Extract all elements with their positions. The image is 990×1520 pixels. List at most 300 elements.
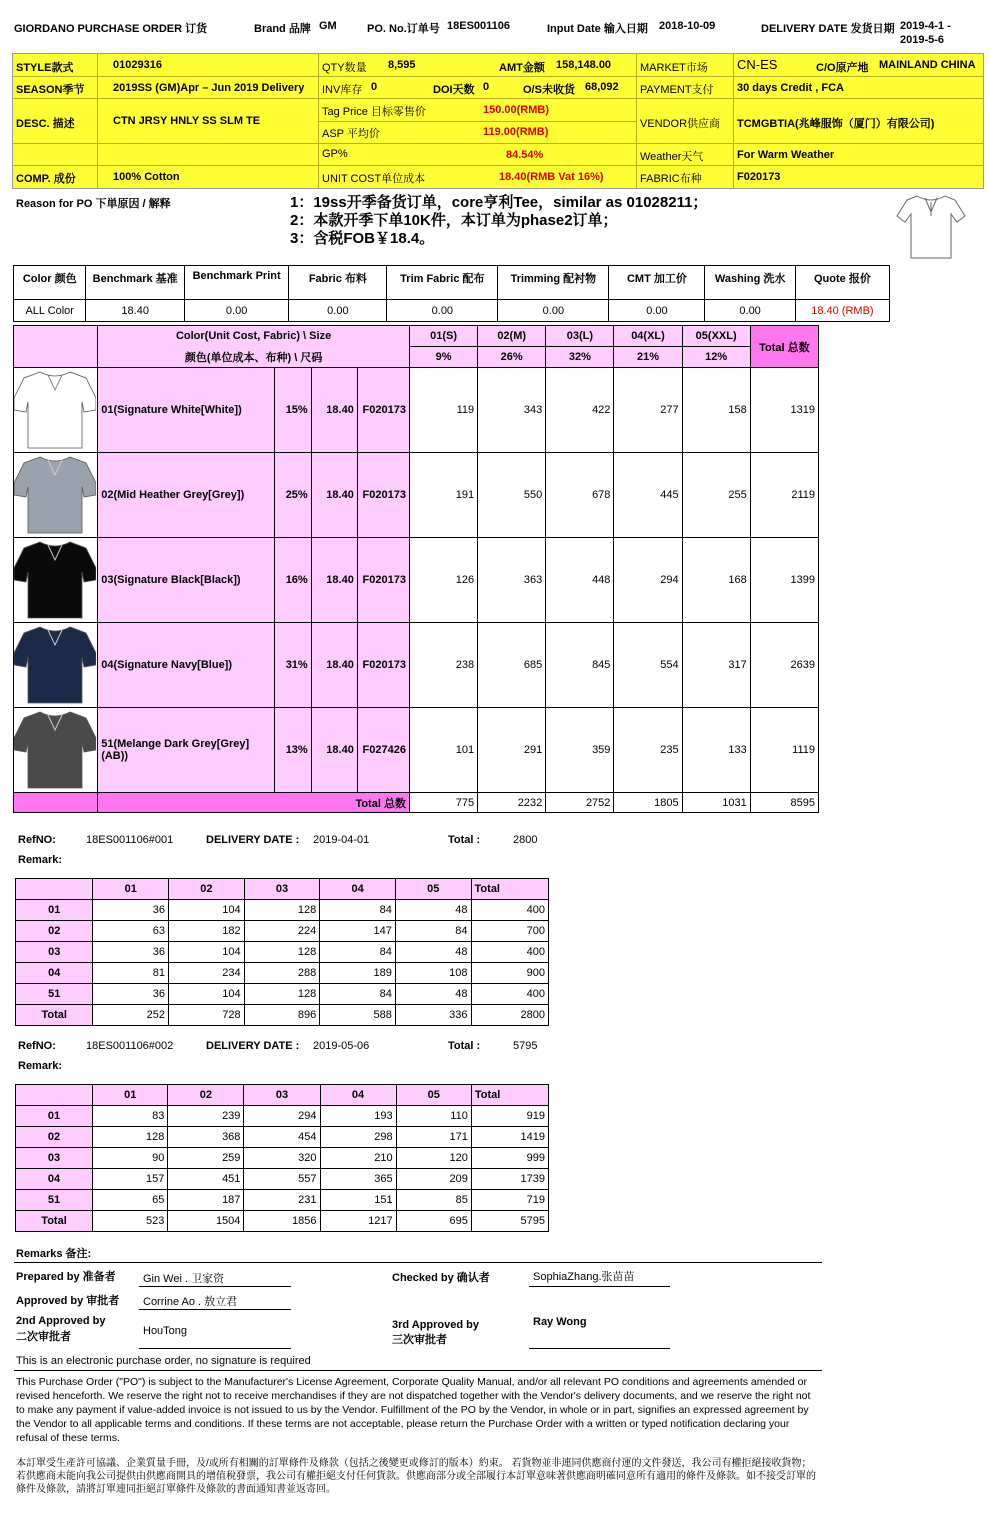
ref-cell: 48 xyxy=(395,942,471,963)
cost-cell: 0.00 xyxy=(289,300,387,322)
ref-row xyxy=(16,1211,549,1232)
ref-cell: 182 xyxy=(169,921,245,942)
amt-value: 158,148.00 xyxy=(556,59,612,71)
ref-remark-label: Remark: xyxy=(18,1060,63,1072)
co-value: MAINLAND CHINA xyxy=(879,59,976,71)
market-label: MARKET市场 xyxy=(640,62,708,74)
ref-cell: 104 xyxy=(169,942,245,963)
electronic-note: This is an electronic purchase order, no signature is required xyxy=(16,1355,311,1367)
tshirt-swatch-icon xyxy=(14,538,96,619)
ref-remark-label: Remark: xyxy=(18,854,63,866)
cost-cell: 0.00 xyxy=(498,300,609,322)
ref-cell: 84 xyxy=(320,984,396,1005)
approved-value: Corrine Ao . 敖立君 xyxy=(143,1296,238,1308)
remarks-label: Remarks 备注: xyxy=(16,1248,92,1260)
brand-value: GM xyxy=(319,20,337,32)
fabric-value: F020173 xyxy=(737,171,781,183)
ref-row-label: 01 xyxy=(16,900,93,921)
size-col-header: 02(M) xyxy=(478,326,546,347)
size-qty-cell: 101 xyxy=(409,708,477,793)
size-row-color: 51(Melange Dark Grey[Grey] (AB)) xyxy=(98,708,274,793)
size-row-pct: 13% xyxy=(274,708,311,793)
po-label: PO. No.订单号 xyxy=(367,23,440,35)
cost-cell: ALL Color xyxy=(14,300,86,322)
ref-row xyxy=(16,984,549,1005)
size-qty-cell: 554 xyxy=(614,623,682,708)
ref-header-cell xyxy=(16,879,93,900)
ref-number: 18ES001106#002 xyxy=(86,1040,174,1052)
ref-cell: 84 xyxy=(395,921,471,942)
ref-row xyxy=(16,1106,549,1127)
size-row-color: 03(Signature Black[Black]) xyxy=(98,538,274,623)
ref-total-label: Total : xyxy=(448,834,481,846)
size-header-title-zh: 颜色(单位成本、布种) \ 尺码 xyxy=(98,347,410,368)
size-row-fabric: F020173 xyxy=(357,538,409,623)
ref-cell: 259 xyxy=(168,1148,244,1169)
ref-cell: 1739 xyxy=(471,1169,548,1190)
garment-sketch-icon xyxy=(893,190,969,262)
market-value: CN-ES xyxy=(737,57,778,72)
ref-cell: 147 xyxy=(320,921,396,942)
ref-cell: 157 xyxy=(93,1169,168,1190)
size-row-total: 1119 xyxy=(750,708,818,793)
reason-text xyxy=(290,194,707,248)
size-row-pct: 25% xyxy=(274,453,311,538)
size-qty-cell: 445 xyxy=(614,453,682,538)
size-qty-cell: 235 xyxy=(614,708,682,793)
ref-row-label: 51 xyxy=(16,984,93,1005)
size-qty-cell: 255 xyxy=(682,453,750,538)
ref-cell: 209 xyxy=(396,1169,471,1190)
gp-label: GP% xyxy=(322,148,348,160)
size-qty-cell: 685 xyxy=(478,623,546,708)
ref-cell: 919 xyxy=(471,1106,548,1127)
ref-cell: 189 xyxy=(320,963,396,984)
ref-cell: 36 xyxy=(93,942,169,963)
swatch-cell xyxy=(14,708,98,793)
ref-cell: 588 xyxy=(320,1005,396,1026)
fabric-label: FABRIC布种 xyxy=(640,173,702,185)
size-grand-cell: 1031 xyxy=(682,793,750,813)
season-value: 2019SS (GM)Apr – Jun 2019 Delivery xyxy=(113,82,305,94)
ref-cell: 84 xyxy=(320,942,396,963)
ref-cell: 700 xyxy=(471,921,548,942)
size-row-cost: 18.40 xyxy=(311,368,357,453)
size-col-header: 05(XXL) xyxy=(682,326,750,347)
ref-cell: 187 xyxy=(168,1190,244,1211)
weather-value: For Warm Weather xyxy=(737,149,835,161)
doi-value: 0 xyxy=(483,81,490,93)
ref-cell: 400 xyxy=(471,942,548,963)
size-qty-cell: 168 xyxy=(682,538,750,623)
ref-cell: 728 xyxy=(169,1005,245,1026)
tshirt-swatch-icon xyxy=(14,453,96,534)
reason-line-3: 3：含税FOB￥18.4。 xyxy=(290,230,435,247)
ref-cell: 36 xyxy=(93,984,169,1005)
os-value: 68,092 xyxy=(585,81,619,93)
style-label: STYLE款式 xyxy=(16,62,74,74)
size-header-row xyxy=(14,326,819,347)
ref-block-1 xyxy=(14,832,554,1037)
ref-cell: 523 xyxy=(93,1211,168,1232)
ref-cell: 128 xyxy=(93,1127,168,1148)
ref-cell: 400 xyxy=(471,984,548,1005)
ref-total: 5795 xyxy=(513,1040,538,1052)
ref-cell: 48 xyxy=(395,984,471,1005)
ref-cell: 193 xyxy=(320,1106,396,1127)
ref-cell: 128 xyxy=(244,942,320,963)
reason-line-1: 1：19ss开季备货订单，core亨利Tee，similar as 01028211； xyxy=(290,194,708,211)
ref-cell: 320 xyxy=(244,1148,320,1169)
size-row-total: 2639 xyxy=(750,623,818,708)
ref-header-cell: 05 xyxy=(396,1085,471,1106)
ref-cell: 454 xyxy=(244,1127,320,1148)
input-date: 2018-10-09 xyxy=(659,20,716,32)
weather-label: Weather天气 xyxy=(640,151,704,163)
swatch-cell xyxy=(14,453,98,538)
ref-row xyxy=(16,1190,549,1211)
size-qty-cell: 191 xyxy=(409,453,477,538)
prepared-value: Gin Wei . 卫家资 xyxy=(143,1273,225,1285)
ref-cell: 2800 xyxy=(471,1005,548,1026)
ref-row-label: 51 xyxy=(16,1190,93,1211)
ref-cell: 128 xyxy=(244,900,320,921)
ref-cell: 695 xyxy=(396,1211,471,1232)
terms-english: This Purchase Order ("PO") is subject to the Manufacturer's License Agreement, Corporate Quality Manual, and/or all relevant PO conditions and agreements amended or revised henceforth. We reserve the right not to receive merchandises if they are not dispatched together with the Vendor's delivery documents, and we reserve the right not to make any payment if value-added invoice is not issued to us by the Vendor. Fulfillment of the PO by the Vendor, in whole or in part, signifies an expressed agreement by the Vendor to all applicable terms and conditions. If these terms are not acceptable, please return the Purchase Order with a written or typed notification declaring your refusal of these terms. xyxy=(16,1376,811,1444)
vendor-label: VENDOR供应商 xyxy=(640,118,721,130)
comp-value: 100% Cotton xyxy=(113,171,180,183)
ref-header-cell: 03 xyxy=(244,879,320,900)
delivery-date-label: DELIVERY DATE 发货日期 xyxy=(761,23,895,35)
size-grand-cell: 2232 xyxy=(478,793,546,813)
inv-label: INV库存 xyxy=(322,84,363,96)
size-header-title-en: Color(Unit Cost, Fabric) \ Size xyxy=(98,326,410,347)
ref-header-cell: 04 xyxy=(320,1085,396,1106)
swatch-cell xyxy=(14,538,98,623)
ref-row xyxy=(16,942,549,963)
amt-label: AMT金额 xyxy=(499,62,545,74)
size-qty-cell: 126 xyxy=(409,538,477,623)
size-col-header: 03(L) xyxy=(546,326,614,347)
size-pct: 9% xyxy=(409,347,477,368)
ref-cell: 36 xyxy=(93,900,169,921)
ref-header-cell: 01 xyxy=(93,879,169,900)
size-qty-cell: 291 xyxy=(478,708,546,793)
ref-cell: 5795 xyxy=(471,1211,548,1232)
input-date-label: Input Date 输入日期 xyxy=(547,23,648,35)
ref-cell: 1504 xyxy=(168,1211,244,1232)
ref-row xyxy=(16,900,549,921)
ref-cell: 900 xyxy=(471,963,548,984)
doi-label: DOI天数 xyxy=(433,84,475,96)
size-qty-cell: 550 xyxy=(478,453,546,538)
size-pct-row xyxy=(14,347,819,368)
size-qty-cell: 158 xyxy=(682,368,750,453)
size-row-color: 01(Signature White[White]) xyxy=(98,368,274,453)
ref-cell: 224 xyxy=(244,921,320,942)
size-row-cost: 18.40 xyxy=(311,708,357,793)
terms-chinese: 本訂單受生產許可協議、企業質量手冊，及/或所有相關的訂單條件及條款（包括之後變更或修訂的版本）約束。 若貨物並非連同供應商付運的文件發送，我公司有權拒絕接收貨物；若供應商未能向我公司提供由供應商開具的增值稅發票，我公司有權拒絕支付任何貨款。供應商部分或全部履行本訂單意味著供應商明確同意所有適用的條件及條款。如不接受訂單的條件及條款，請將訂單連同拒絕訂單條件及條款的書面通知書並返寄回。 xyxy=(16,1458,816,1495)
comp-label: COMP. 成份 xyxy=(16,173,76,185)
third-approved-label-en: 3rd Approved by xyxy=(392,1319,479,1331)
size-row-color: 02(Mid Heather Grey[Grey]) xyxy=(98,453,274,538)
size-col-header: 04(XL) xyxy=(614,326,682,347)
size-grand-cell: 1805 xyxy=(614,793,682,813)
gp-value: 84.54% xyxy=(506,149,544,161)
ref-header-cell: 03 xyxy=(244,1085,320,1106)
ref-header-cell: 01 xyxy=(93,1085,168,1106)
size-grand-total: 8595 xyxy=(750,793,818,813)
cost-header-trimming: Trimming 配衬物 xyxy=(498,266,609,300)
size-grand-total-label: Total 总数 xyxy=(98,793,410,813)
ref-cell: 1856 xyxy=(244,1211,320,1232)
cost-header-row xyxy=(14,266,890,300)
size-grand-total-row xyxy=(14,793,819,813)
ref-header-cell: Total xyxy=(471,1085,548,1106)
size-row-cost: 18.40 xyxy=(311,538,357,623)
os-label: O/S未收货 xyxy=(523,84,575,96)
ref-cell: 83 xyxy=(93,1106,168,1127)
size-qty-cell: 133 xyxy=(682,708,750,793)
ref-row-label: 02 xyxy=(16,921,93,942)
approved-label: Approved by 审批者 xyxy=(16,1295,120,1307)
desc-label: DESC. 描述 xyxy=(16,118,75,130)
cost-header-cmt: CMT 加工价 xyxy=(609,266,705,300)
size-qty-cell: 294 xyxy=(614,538,682,623)
third-approved-value: Ray Wong xyxy=(533,1316,587,1328)
ref-cell: 896 xyxy=(244,1005,320,1026)
reason-line-2: 2：本款开季下单10K件，本订单为phase2订单； xyxy=(290,212,618,229)
prepared-label: Prepared by 准备者 xyxy=(16,1271,116,1283)
style-value: 01029316 xyxy=(113,59,162,71)
ref-number: 18ES001106#001 xyxy=(86,834,174,846)
payment-value: 30 days Credit , FCA xyxy=(737,82,844,94)
cost-header-benchmark: Benchmark 基准 xyxy=(86,266,185,300)
swatch-cell xyxy=(14,623,98,708)
ref-cell: 104 xyxy=(169,900,245,921)
ref-block-2 xyxy=(14,1038,554,1243)
size-row-total: 2119 xyxy=(750,453,818,538)
ref-cell: 451 xyxy=(168,1169,244,1190)
size-row-cost: 18.40 xyxy=(311,453,357,538)
size-qty-cell: 317 xyxy=(682,623,750,708)
ref-cell: 231 xyxy=(244,1190,320,1211)
size-qty-cell: 277 xyxy=(614,368,682,453)
unit-cost-label: UNIT COST单位成本 xyxy=(322,173,426,185)
size-row-total: 1399 xyxy=(750,538,818,623)
ref-header-cell xyxy=(16,1085,93,1106)
ref-row-label: 04 xyxy=(16,1169,93,1190)
ref-row xyxy=(16,1005,549,1026)
ref-cell: 239 xyxy=(168,1106,244,1127)
ref-total: 2800 xyxy=(513,834,538,846)
ref-row-label: 03 xyxy=(16,1148,93,1169)
size-row xyxy=(14,708,819,793)
season-label: SEASON季节 xyxy=(16,84,85,96)
ref-row-label: Total xyxy=(16,1211,93,1232)
ref-row xyxy=(16,1127,549,1148)
ref-cell: 288 xyxy=(244,963,320,984)
reason-label: Reason for PO 下単原因 / 解释 xyxy=(16,198,171,210)
ref-cell: 63 xyxy=(93,921,169,942)
size-row xyxy=(14,623,819,708)
ref-cell: 365 xyxy=(320,1169,396,1190)
size-pct: 21% xyxy=(614,347,682,368)
cost-cell: 0.00 xyxy=(609,300,705,322)
cost-header-color: Color 颜色 xyxy=(14,266,86,300)
ref-header-cell: 04 xyxy=(320,879,396,900)
size-row-fabric: F020173 xyxy=(357,453,409,538)
size-qty-cell: 343 xyxy=(478,368,546,453)
ref-row-label: Total xyxy=(16,1005,93,1026)
ref-cell: 400 xyxy=(471,900,548,921)
ref-table xyxy=(15,1084,549,1232)
size-grand-cell: 2752 xyxy=(546,793,614,813)
checked-value: SophiaZhang.张苗苗 xyxy=(533,1271,635,1283)
size-row-fabric: F027426 xyxy=(357,708,409,793)
ref-cell: 999 xyxy=(471,1148,548,1169)
ref-total-label: Total : xyxy=(448,1040,481,1052)
cost-header-benchmark-print: Benchmark Print xyxy=(184,266,288,300)
cost-header-washing: Washing 洗水 xyxy=(705,266,795,300)
ref-label: RefNO: xyxy=(18,834,56,846)
cost-header-fabric: Fabric 布料 xyxy=(289,266,387,300)
ref-row-label: 03 xyxy=(16,942,93,963)
ref-cell: 90 xyxy=(93,1148,168,1169)
ref-cell: 336 xyxy=(395,1005,471,1026)
size-qty-cell: 448 xyxy=(546,538,614,623)
size-qty-cell: 359 xyxy=(546,708,614,793)
delivery-date-end: 2019-5-6 xyxy=(900,34,945,46)
ref-header-cell: 05 xyxy=(395,879,471,900)
cost-row xyxy=(14,300,890,322)
ref-delivery-date: 2019-05-06 xyxy=(313,1040,370,1052)
inv-value: 0 xyxy=(371,81,378,93)
ref-cell: 120 xyxy=(396,1148,471,1169)
ref-table xyxy=(15,878,549,1026)
cost-cell: 18.40 xyxy=(86,300,185,322)
size-row-pct: 16% xyxy=(274,538,311,623)
ref-cell: 234 xyxy=(169,963,245,984)
po-title: GIORDANO PURCHASE ORDER 订货 xyxy=(14,23,208,35)
checked-label: Checked by 确认者 xyxy=(392,1272,490,1284)
size-qty-cell: 678 xyxy=(546,453,614,538)
size-qty-cell: 363 xyxy=(478,538,546,623)
second-approved-value: HouTong xyxy=(143,1325,188,1337)
ref-cell: 85 xyxy=(396,1190,471,1211)
ref-row-label: 04 xyxy=(16,963,93,984)
vendor-value: TCMGBTIA(兆峰服饰（厦门）有限公司) xyxy=(737,118,935,130)
swatch-cell xyxy=(14,368,98,453)
ref-cell: 1217 xyxy=(320,1211,396,1232)
size-row-fabric: F020173 xyxy=(357,368,409,453)
tshirt-swatch-icon xyxy=(14,623,96,704)
payment-label: PAYMENT支付 xyxy=(640,84,714,96)
ref-row-label: 01 xyxy=(16,1106,93,1127)
ref-row xyxy=(16,1169,549,1190)
ref-cell: 298 xyxy=(320,1127,396,1148)
ref-row xyxy=(16,963,549,984)
cost-cell: 0.00 xyxy=(387,300,498,322)
ref-delivery-date: 2019-04-01 xyxy=(313,834,370,846)
size-row-cost: 18.40 xyxy=(311,623,357,708)
size-pct: 12% xyxy=(682,347,750,368)
ref-cell: 171 xyxy=(396,1127,471,1148)
ref-cell: 719 xyxy=(471,1190,548,1211)
size-row-pct: 31% xyxy=(274,623,311,708)
size-pct: 26% xyxy=(478,347,546,368)
asp-label: ASP 平均价 xyxy=(322,128,380,140)
info-grid xyxy=(12,53,984,189)
ref-delivery-label: DELIVERY DATE : xyxy=(206,834,300,846)
ref-row-label: 02 xyxy=(16,1127,93,1148)
ref-header-row xyxy=(16,1085,549,1106)
ref-cell: 81 xyxy=(93,963,169,984)
size-row xyxy=(14,453,819,538)
ref-cell: 151 xyxy=(320,1190,396,1211)
ref-cell: 110 xyxy=(396,1106,471,1127)
size-row xyxy=(14,368,819,453)
ref-cell: 108 xyxy=(395,963,471,984)
ref-delivery-label: DELIVERY DATE : xyxy=(206,1040,300,1052)
delivery-date-start: 2019-4-1 - xyxy=(900,20,951,32)
tag-price-value: 150.00(RMB) xyxy=(483,104,550,116)
ref-row xyxy=(16,1148,549,1169)
size-pct: 32% xyxy=(546,347,614,368)
size-grand-cell: 775 xyxy=(409,793,477,813)
unit-cost-value: 18.40(RMB Vat 16%) xyxy=(499,171,604,183)
size-row xyxy=(14,538,819,623)
asp-value: 119.00(RMB) xyxy=(483,126,549,138)
ref-header-cell: 02 xyxy=(168,1085,244,1106)
po-number: 18ES001106 xyxy=(447,20,511,32)
cost-cell: 0.00 xyxy=(184,300,288,322)
tshirt-swatch-icon xyxy=(14,368,96,449)
ref-cell: 128 xyxy=(244,984,320,1005)
ref-cell: 210 xyxy=(320,1148,396,1169)
ref-cell: 104 xyxy=(169,984,245,1005)
ref-cell: 252 xyxy=(93,1005,169,1026)
size-total-header: Total 总数 xyxy=(750,326,818,368)
ref-cell: 65 xyxy=(93,1190,168,1211)
size-row-color: 04(Signature Navy[Blue]) xyxy=(98,623,274,708)
size-row-fabric: F020173 xyxy=(357,623,409,708)
ref-cell: 294 xyxy=(244,1106,320,1127)
co-label: C/O原产地 xyxy=(816,62,869,74)
ref-row xyxy=(16,921,549,942)
tshirt-swatch-icon xyxy=(14,708,96,789)
cost-cell: 0.00 xyxy=(705,300,795,322)
size-qty-cell: 845 xyxy=(546,623,614,708)
size-row-pct: 15% xyxy=(274,368,311,453)
cost-table xyxy=(13,265,890,322)
ref-cell: 368 xyxy=(168,1127,244,1148)
ref-cell: 84 xyxy=(320,900,396,921)
ref-header-row xyxy=(16,879,549,900)
size-qty-cell: 422 xyxy=(546,368,614,453)
size-qty-cell: 238 xyxy=(409,623,477,708)
ref-cell: 557 xyxy=(244,1169,320,1190)
size-row-total: 1319 xyxy=(750,368,818,453)
third-approved-label-zh: 三次审批者 xyxy=(392,1334,447,1346)
size-col-header: 01(S) xyxy=(409,326,477,347)
second-approved-label-en: 2nd Approved by xyxy=(16,1315,106,1327)
qty-value: 8,595 xyxy=(388,59,416,71)
cost-quote-cell: 18.40 (RMB) xyxy=(795,300,889,322)
tag-price-label: Tag Price 目标零售价 xyxy=(322,106,426,118)
size-qty-cell: 119 xyxy=(409,368,477,453)
desc-value: CTN JRSY HNLY SS SLM TE xyxy=(113,115,261,127)
